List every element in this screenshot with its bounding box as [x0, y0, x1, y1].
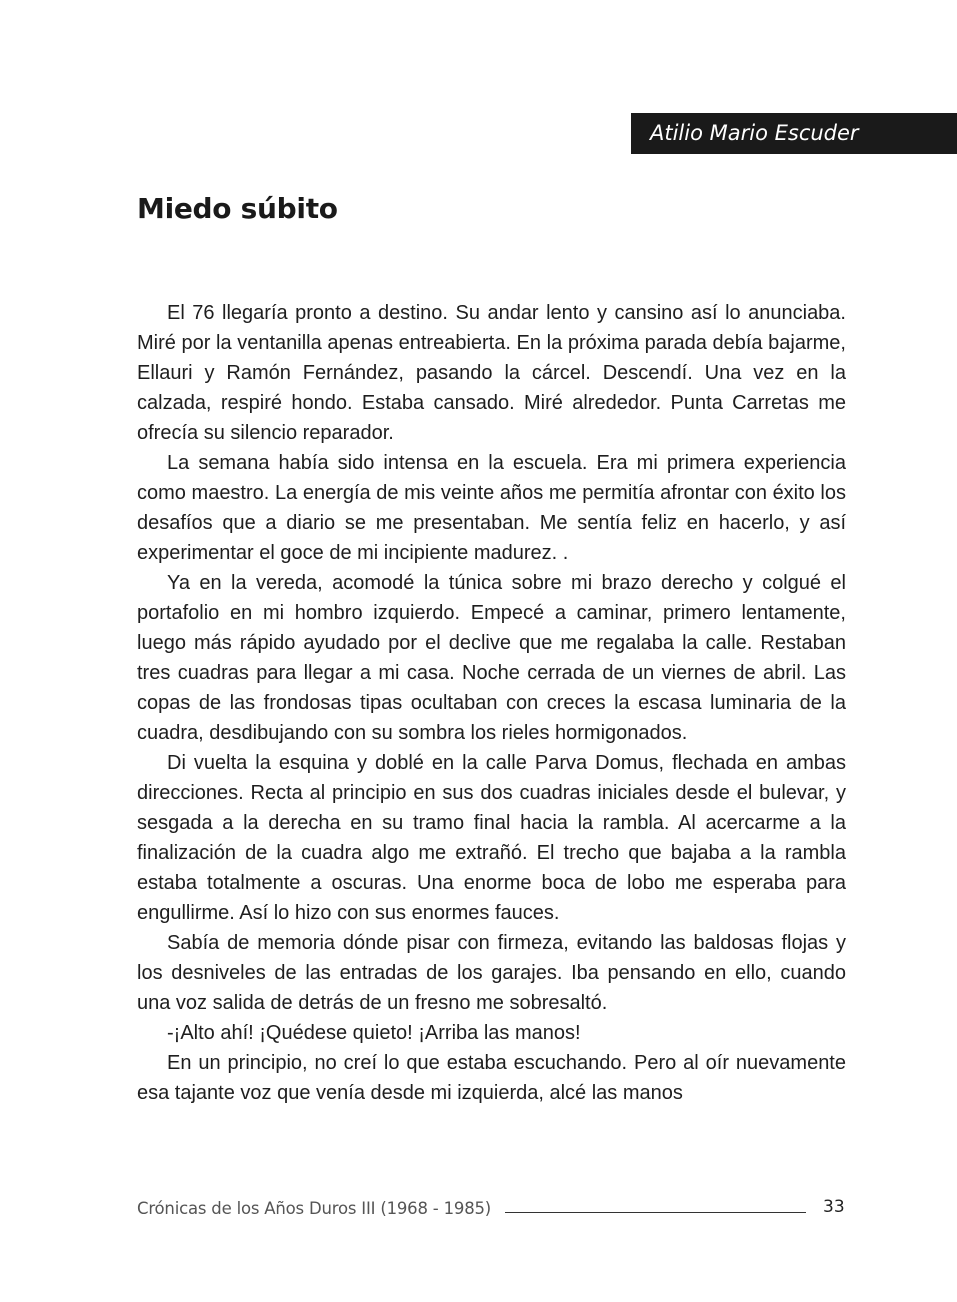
footer-book-title: Crónicas de los Años Duros III (1968 - 1985) — [137, 1199, 492, 1218]
author-banner — [631, 113, 957, 154]
paragraph: Sabía de memoria dónde pisar con firmeza, evitando las baldosas flojas y los desniveles de las entradas de los garajes. Iba pensando en ello, cuando una voz salida de detrás de un fresno me sobresaltó. — [137, 932, 846, 1014]
footer-divider — [505, 1212, 806, 1213]
chapter-title: Miedo súbito — [137, 192, 338, 225]
paragraph: -¡Alto ahí! ¡Quédese quieto! ¡Arriba las manos! — [167, 1022, 581, 1044]
paragraph: Ya en la vereda, acomodé la túnica sobre mi brazo derecho y colgué el portafolio en mi hombro izquierdo. Empecé a caminar, primero lentamente, luego más rápido ayudado por el declive que me regalaba la calle. Restaban tres cuadras para llegar a mi casa. Noche cerrada de un viernes de abril. Las copas de las frondosas tipas ocultaban con creces la escasa luminaria de la cuadra, desdibujando con su sombra los rieles hormigonados. — [137, 572, 846, 744]
paragraph: El 76 llegaría pronto a destino. Su andar lento y cansino así lo anunciaba. Miré por la ventanilla apenas entreabierta. En la próxima parada debía bajarme, Ellauri y Ramón Fernández, pasando la cárcel. Descendí. Una vez en la calzada, respiré hondo. Estaba cansado. Miré alrededor. Punta Carretas me ofrecía su silencio reparador. — [137, 302, 846, 444]
paragraph: La semana había sido intensa en la escuela. Era mi primera experiencia como maestro. La energía de mis veinte años me permitía afrontar con éxito los desafíos que a diario se me presentaban. Me sentía feliz en hacerlo, y así experimentar el goce de mi incipiente madurez. . — [137, 452, 846, 564]
article-body — [137, 298, 846, 1108]
paragraph: En un principio, no creí lo que estaba escuchando. Pero al oír nuevamente esa tajante voz que venía desde mi izquierda, alcé las manos — [137, 1052, 846, 1104]
paragraph: Di vuelta la esquina y doblé en la calle Parva Domus, flechada en ambas direcciones. Recta al principio en sus dos cuadras iniciales desde el bulevar, y sesgada a la derecha en su tramo final hacia la rambla. Al acercarme a la finalización de la cuadra algo me extrañó. El trecho que bajaba a la rambla estaba totalmente a oscuras. Una enorme boca de lobo me esperaba para engullirme. Así lo hizo con sus enormes fauces. — [137, 752, 846, 924]
page-number: 33 — [823, 1197, 845, 1217]
author-name: Atilio Mario Escuder — [650, 121, 859, 145]
